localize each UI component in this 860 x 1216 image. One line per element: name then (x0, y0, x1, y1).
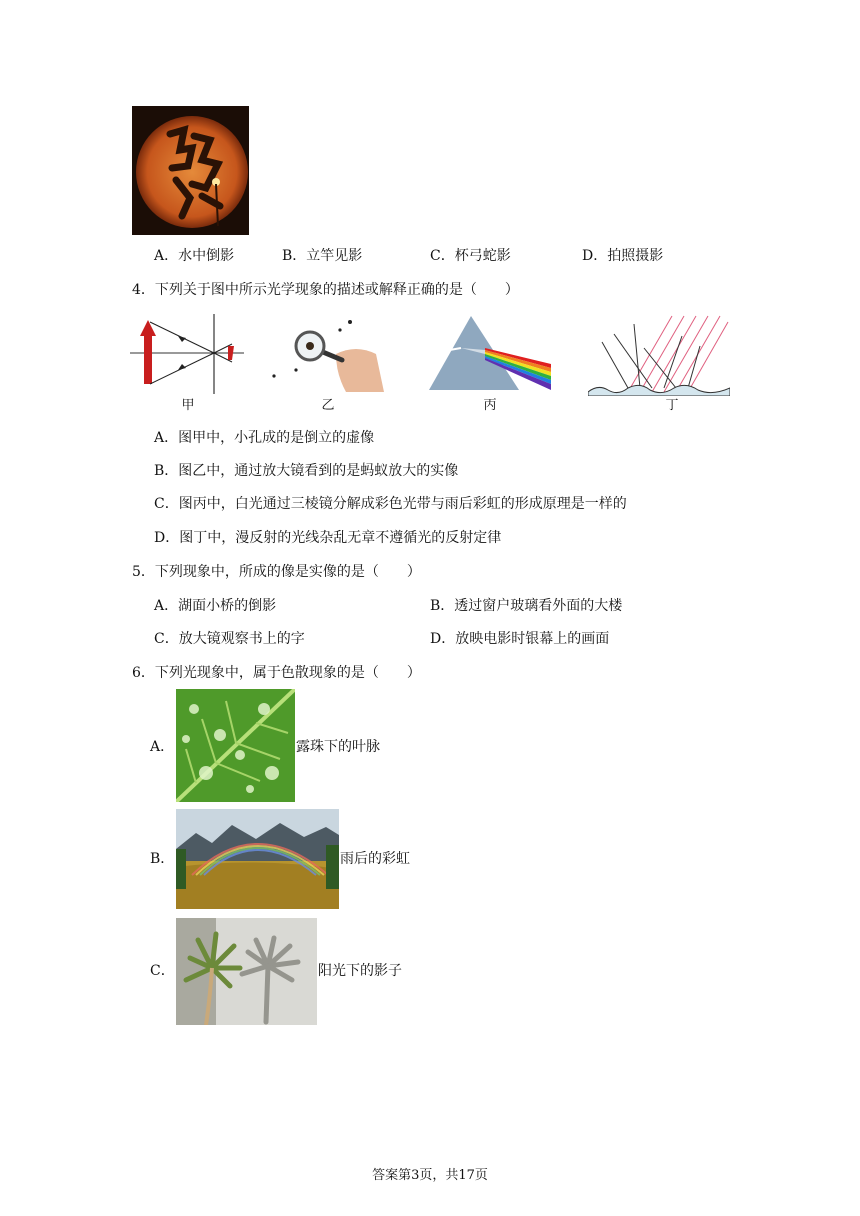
pinhole-figure (128, 312, 246, 396)
figure-label-yi: 乙 (321, 398, 335, 413)
q5-option-c: C．放大镜观察书上的字 (154, 631, 305, 647)
q3-option-c: C．杯弓蛇影 (430, 248, 511, 264)
figure-label-jia: 甲 (181, 398, 195, 413)
shadow-play-image (132, 106, 249, 235)
figure-label-ding: 丁 (665, 398, 679, 413)
q4-option-a: A．图甲中，小孔成的是倒立的虚像 (154, 430, 375, 446)
q6-option-c-letter: C． (150, 963, 175, 979)
diffuse-reflection-figure (588, 312, 730, 396)
q3-option-d: D．拍照摄影 (582, 248, 664, 264)
rainbow-image (176, 809, 339, 909)
prism-figure (427, 314, 553, 394)
dewdrop-leaf-image (176, 689, 295, 802)
figure-label-bing: 丙 (483, 398, 497, 413)
q6-option-b-text: 雨后的彩虹 (340, 851, 410, 867)
q5-stem: 5．下列现象中，所成的像是实像的是（ ） (132, 564, 421, 580)
q4-stem: 4．下列关于图中所示光学现象的描述或解释正确的是（ ） (132, 282, 519, 298)
q3-option-b: B．立竿见影 (282, 248, 363, 264)
q4-option-d: D．图丁中，漫反射的光线杂乱无章不遵循光的反射定律 (154, 530, 502, 546)
q4-option-c: C．图丙中，白光通过三棱镜分解成彩色光带与雨后彩虹的形成原理是一样的 (154, 496, 627, 512)
q5-option-d: D．放映电影时银幕上的画面 (430, 631, 610, 647)
q6-option-a-letter: A． (150, 739, 175, 755)
q6-option-b-letter: B． (150, 851, 175, 867)
plant-shadow-image (176, 918, 317, 1025)
q6-option-a-text: 露珠下的叶脉 (296, 739, 380, 755)
q4-option-b: B．图乙中，通过放大镜看到的是蚂蚁放大的实像 (154, 463, 459, 479)
q6-stem: 6．下列光现象中，属于色散现象的是（ ） (132, 665, 421, 681)
q5-option-b: B．透过窗户玻璃看外面的大楼 (430, 598, 623, 614)
q3-option-a: A．水中倒影 (154, 248, 235, 264)
q6-option-c-text: 阳光下的影子 (318, 963, 402, 979)
magnifier-figure (266, 314, 388, 392)
page-footer: 答案第3页，共17页 (372, 1168, 488, 1183)
q5-option-a: A．湖面小桥的倒影 (154, 598, 277, 614)
